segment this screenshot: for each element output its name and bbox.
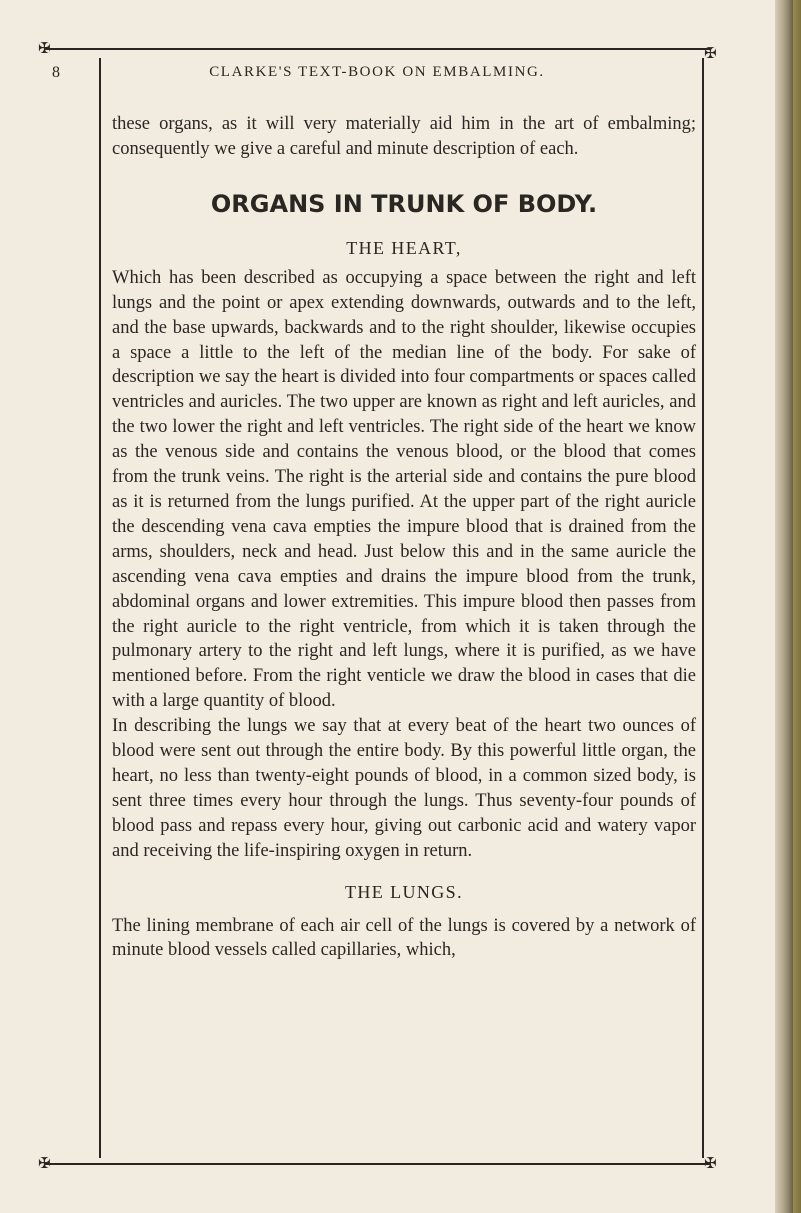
corner-ornament-icon: ✠ [704, 44, 717, 62]
heart-paragraph-2: In describing the lungs we say that at every beat of the heart two ounces of blood were sent out through the entire body. By this powerful little organ, the heart, no less than twenty-eight pounds of blood, in a common sized body, is sent three times every hour through the lungs. Thus seventy-four pounds of blood pass and repass every hour, giving out carbonic acid and watery vapor and receiving the life-inspiring oxygen in return. [112, 716, 696, 861]
corner-ornament-icon: ✠ [38, 1154, 51, 1172]
binding-yellow-strip [793, 0, 801, 1213]
frame-rule-bottom [44, 1163, 710, 1165]
section-heading: ORGANS IN TRUNK OF BODY. [210, 189, 598, 218]
heart-paragraph-1: Which has been described as occupying a space between the right and left lungs and the point or apex extending downwards, outwards and to the left, and the base upwards, backwards and to the right shoulder, likewise occupies a space a little to the left of the median line of the body. For sake of description we say the heart is divided into four compartments or spaces called ventricles and auricles. The two upper are known as right and left auricles, and the two lower the right and left ventricles. The right side of the heart we know as the venous side and contains the venous blood, or the blood that comes from the trunk veins. The right is the arterial side and contains the pure blood as it is returned from the lungs purified. At the upper part of the right auricle the descending vena cava empties the impure blood that is drained from the arms, shoulders, neck and head. Just below this and in the same auricle the ascending vena cava empties and drains the impure blood from the trunk, abdominal organs and lower extremities. This impure blood then passes from the right auricle to the right ventricle, from which it is taken through the pulmonary artery to the right and left lungs, where it is purified, as we have mentioned before. From the right venticle we draw the blood in cases that die with a large quantity of blood. [112, 267, 696, 712]
corner-ornament-icon: ✠ [704, 1154, 717, 1172]
frame-rule-top [44, 48, 710, 50]
frame-rule-left [99, 58, 101, 1158]
corner-ornament-icon: ✠ [38, 39, 51, 57]
heart-heading: THE HEART, [346, 237, 462, 258]
frame-rule-right [702, 58, 704, 1158]
lungs-heading: THE LUNGS. [345, 881, 463, 902]
running-header [44, 58, 710, 88]
page-number: 8 [52, 64, 62, 81]
intro-paragraph: these organs, as it will very materially aid him in the art of embalming; consequently we give a careful and minute description of each. [112, 114, 696, 159]
lungs-paragraph: The lining membrane of each air cell of the lungs is covered by a network of minute blood vessels called capillaries, which, [112, 915, 696, 961]
page-body [112, 112, 696, 963]
book-title: CLARKE'S TEXT-BOOK ON EMBALMING. [209, 64, 545, 80]
